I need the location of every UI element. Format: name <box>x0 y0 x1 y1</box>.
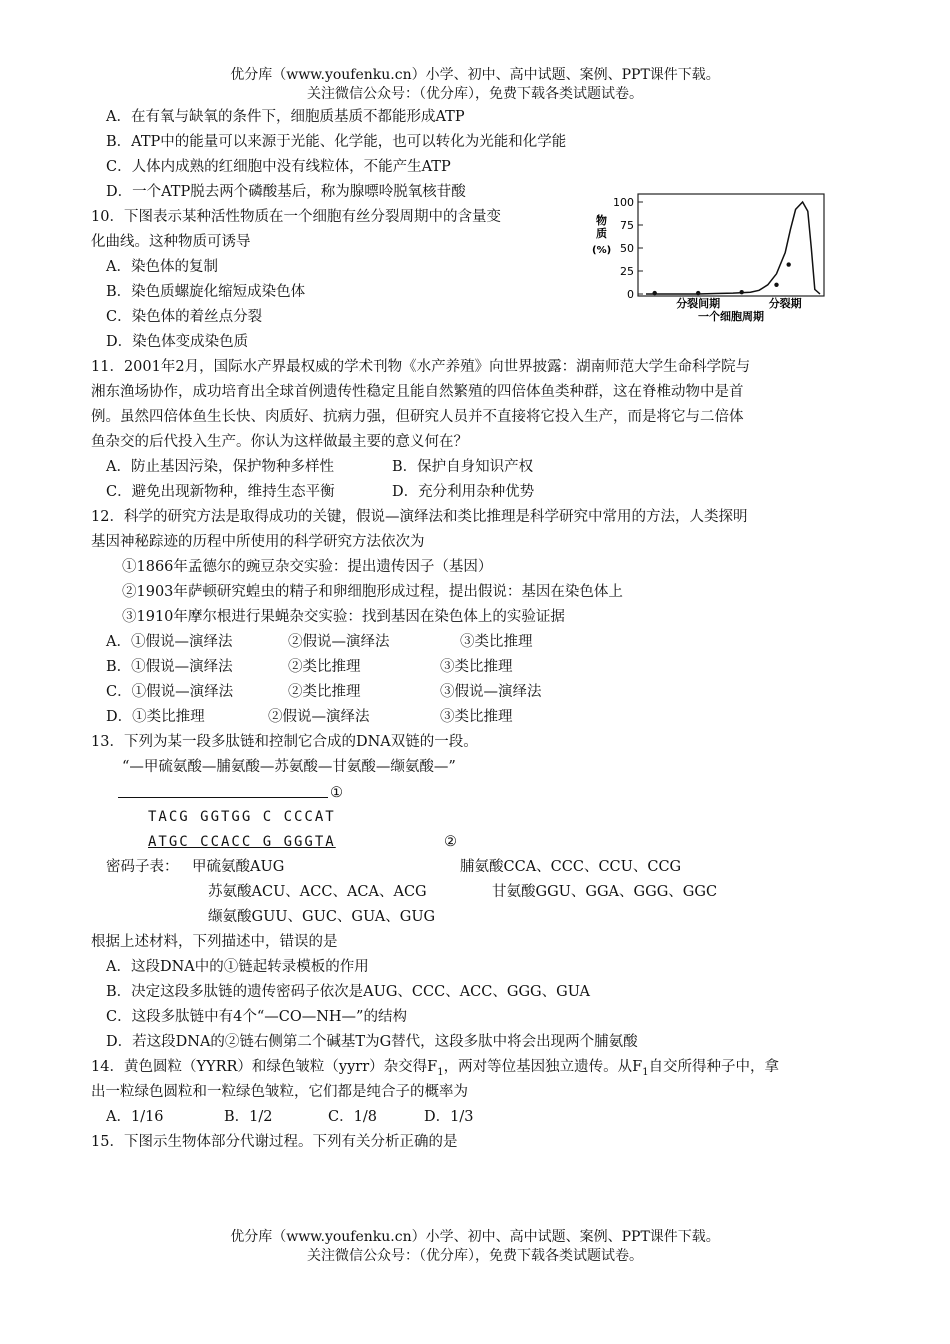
q9-option-b: B．ATP中的能量可以来源于光能、化学能，也可以转化为光能和化学能 <box>106 134 567 150</box>
q13-peptide: “—甲硫氨酸—脯氨酸—苏氨酸—甘氨酸—缬氨酸—” <box>122 759 456 775</box>
y-tick-label: 0 <box>627 288 634 301</box>
q13-option-a: A．这段DNA中的①链起转录模板的作用 <box>106 959 369 975</box>
q14-f1-sub-1: 1 <box>437 1066 444 1078</box>
page-footer <box>0 1228 950 1266</box>
q14-option-c: C．1/8 <box>328 1109 377 1125</box>
codon-gly: 甘氨酸GGU、GGA、GGG、GGC <box>492 884 718 900</box>
q12-option-c-1: C．①假说—演绎法 <box>106 684 234 700</box>
q11-option-b: B．保护自身知识产权 <box>392 459 534 475</box>
y-tick-label: 50 <box>620 242 634 255</box>
q12-line-2: 基因神秘踪迹的历程中所使用的科学研究方法依次为 <box>91 534 425 550</box>
q11-line-2: 湘东渔场协作，成功培育出全球首例遗传性稳定且能自然繁殖的四倍体鱼类种群，这在脊椎动物中是首 <box>91 384 744 400</box>
q14-option-b: B．1/2 <box>224 1109 273 1125</box>
q9-option-a: A．在有氧与缺氧的条件下，细胞质基质不都能形成ATP <box>106 109 465 125</box>
q10-option-b: B．染色质螺旋化缩短成染色体 <box>106 284 306 300</box>
q11-line-3: 例。虽然四倍体鱼生长快、肉质好、抗病力强，但研究人员并不直接将它投入生产，而是将它与二倍体 <box>91 409 744 425</box>
q12-option-b-3: ③类比推理 <box>440 659 513 675</box>
q12-line-1: 12．科学的研究方法是取得成功的关键，假说—演绎法和类比推理是科学研究中常用的方法，人类探明 <box>91 509 748 525</box>
q12-option-c-3: ③假说—演绎法 <box>440 684 542 700</box>
svg-text:质: 质 <box>596 227 607 240</box>
dna-strand-2: ATGC CCACC G GGGTA <box>148 834 336 850</box>
chart-point <box>774 283 778 287</box>
q13-option-c: C．这段多肽链中有4个“—CO—NH—”的结构 <box>106 1009 407 1025</box>
q15-stem: 15．下图示生物体部分代谢过程。下列有关分析正确的是 <box>91 1134 458 1150</box>
y-tick-label: 75 <box>620 219 634 232</box>
footer-line-1: 优分库（www.youfenku.cn）小学、初中、高中试题、案例、PPT课件下载。 <box>230 1229 720 1245</box>
q10-stem-1: 10．下图表示某种活性物质在一个细胞有丝分裂周期中的含量变 <box>91 209 501 225</box>
y-tick-label: 25 <box>620 265 634 278</box>
q11-line-1: 11．2001年2月，国际水产界最权威的学术刊物《水产养殖》向世界披露：湖南师范大学生命科学院与 <box>91 359 751 375</box>
chart-point <box>696 291 700 295</box>
q14-f1-sub-2: 1 <box>642 1066 649 1078</box>
q9-option-d: D．一个ATP脱去两个磷酸基后，称为腺嘌呤脱氧核苷酸 <box>106 184 466 200</box>
q11-option-c: C．避免出现新物种，维持生态平衡 <box>106 484 335 500</box>
q12-option-a-1: A．①假说—演绎法 <box>106 634 233 650</box>
q14-option-a: A．1/16 <box>106 1109 164 1125</box>
q14-line-1-c: 自交所得种子中，拿 <box>648 1059 780 1075</box>
q12-option-a-2: ②假说—演绎法 <box>288 634 390 650</box>
q14-line-1 <box>91 1056 779 1084</box>
q12-item-1: ①1866年孟德尔的豌豆杂交实验：提出遗传因子（基因） <box>122 559 493 575</box>
svg-text:(%): (%) <box>592 245 612 256</box>
q10-option-c: C．染色体的着丝点分裂 <box>106 309 263 325</box>
q13-option-b: B．决定这段多肽链的遗传密码子依次是AUG、CCC、ACC、GGG、GUA <box>106 984 590 1000</box>
chart-x-axis-label: 一个细胞周期 <box>698 310 764 323</box>
q12-option-a-3: ③类比推理 <box>460 634 533 650</box>
strand-1-marker: ① <box>330 785 343 801</box>
q11-option-a: A．防止基因污染，保护物种多样性 <box>106 459 334 475</box>
q12-option-d-2: ②假说—演绎法 <box>268 709 370 725</box>
codon-pro: 脯氨酸CCA、CCC、CCU、CCG <box>460 859 682 875</box>
chart-series-line <box>646 202 820 294</box>
codon-table-title: 密码子表： <box>106 859 179 875</box>
q10-option-d: D．染色体变成染色质 <box>106 334 249 350</box>
chart-point <box>653 291 657 295</box>
q12-item-3: ③1910年摩尔根进行果蝇杂交实验：找到基因在染色体上的实验证据 <box>122 609 565 625</box>
q11-option-d: D．充分利用杂种优势 <box>392 484 535 500</box>
q14-line-1-b: ，两对等位基因独立遗传。从F <box>443 1059 643 1075</box>
header-line-2: 关注微信公众号：（优分库），免费下载各类试题试卷。 <box>307 86 643 102</box>
q13-stem: 13．下列为某一段多肽链和控制它合成的DNA双链的一段。 <box>91 734 478 750</box>
page-header <box>0 66 950 104</box>
dna-strand-1-line <box>118 797 328 798</box>
footer-line-2: 关注微信公众号：（优分库），免费下载各类试题试卷。 <box>307 1248 643 1264</box>
header-line-1: 优分库（www.youfenku.cn）小学、初中、高中试题、案例、PPT课件下载。 <box>230 67 720 83</box>
q12-option-b-1: B．①假说—演绎法 <box>106 659 233 675</box>
svg-text:物: 物 <box>596 214 607 227</box>
strand-2-marker: ② <box>444 834 457 850</box>
q12-option-d-3: ③类比推理 <box>440 709 513 725</box>
y-tick-label: 100 <box>613 196 634 209</box>
q10-option-a: A．染色体的复制 <box>106 259 218 275</box>
q10-stem-2: 化曲线。这种物质可诱导 <box>91 234 251 250</box>
activity-chart <box>590 188 840 328</box>
codon-val: 缬氨酸GUU、GUC、GUA、GUG <box>208 909 436 925</box>
chart-point <box>740 290 744 294</box>
q11-line-4: 鱼杂交的后代投入生产。你认为这样做最主要的意义何在？ <box>91 434 468 450</box>
chart-phase-label: 分裂间期 <box>676 297 721 310</box>
q13-prompt: 根据上述材料，下列描述中，错误的是 <box>91 934 338 950</box>
chart-phase-label: 分裂期 <box>768 297 802 310</box>
q12-item-2: ②1903年萨顿研究蝗虫的精子和卵细胞形成过程，提出假说：基因在染色体上 <box>122 584 623 600</box>
codon-met: 甲硫氨酸AUG <box>192 859 285 875</box>
q12-option-b-2: ②类比推理 <box>288 659 361 675</box>
q14-option-d: D．1/3 <box>424 1109 474 1125</box>
chart-point <box>786 262 790 266</box>
q12-option-c-2: ②类比推理 <box>288 684 361 700</box>
chart-y-axis-label <box>592 213 611 256</box>
q9-option-c: C．人体内成熟的红细胞中没有线粒体，不能产生ATP <box>106 159 451 175</box>
q12-option-d-1: D．①类比推理 <box>106 709 205 725</box>
q13-option-d: D．若这段DNA的②链右侧第二个碱基T为G替代，这段多肽中将会出现两个脯氨酸 <box>106 1034 638 1050</box>
q14-line-1-a: 14．黄色圆粒（YYRR）和绿色皱粒（yyrr）杂交得F <box>91 1059 438 1075</box>
q14-line-2: 出一粒绿色圆粒和一粒绿色皱粒，它们都是纯合子的概率为 <box>91 1084 468 1100</box>
dna-strand-1: TACG GGTGG C CCCAT <box>148 809 336 825</box>
codon-thr: 苏氨酸ACU、ACC、ACA、ACG <box>208 884 427 900</box>
